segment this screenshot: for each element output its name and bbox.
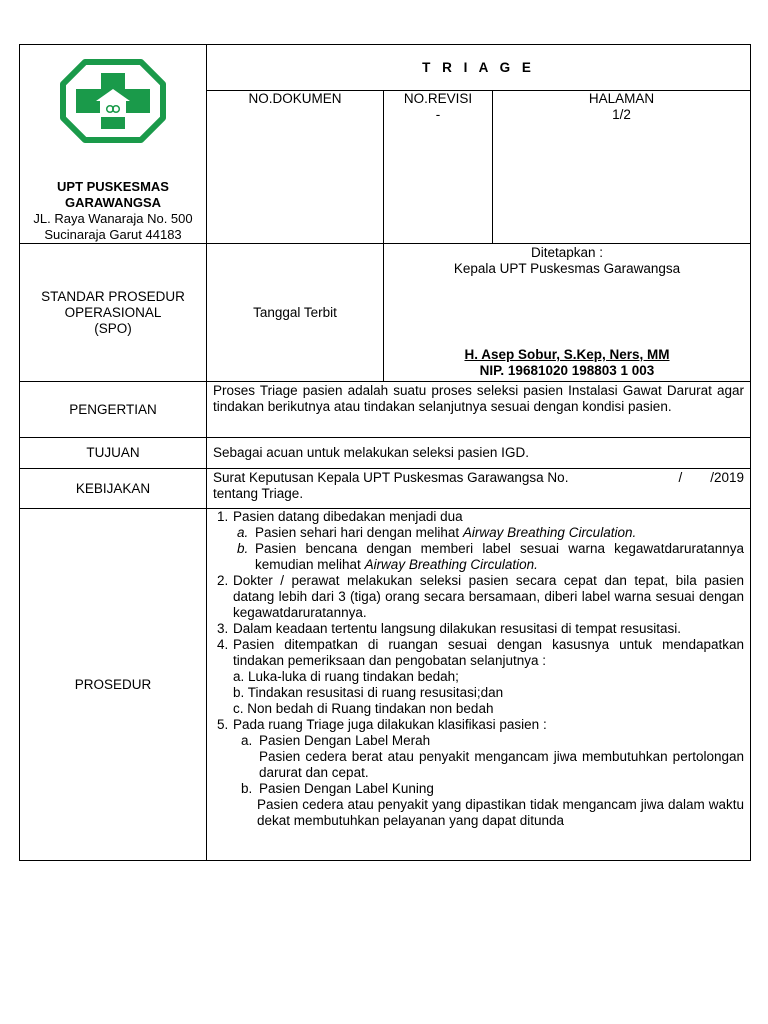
signer-name: H. Asep Sobur, S.Kep, Ners, MM bbox=[464, 347, 670, 362]
kepala-label: Kepala UPT Puskesmas Garawangsa bbox=[453, 261, 681, 276]
step-5 bbox=[217, 717, 744, 733]
signer-nip: NIP. 19681020 198803 1 003 bbox=[479, 363, 655, 378]
tujuan-label: TUJUAN bbox=[86, 445, 140, 460]
step-5a-desc: Pasien cedera berat atau penyakit mengancam jiwa membutuhkan pertolongan darurat dan cepat. bbox=[259, 749, 744, 780]
step-2 bbox=[217, 573, 744, 621]
step-4-num: 4. bbox=[217, 637, 229, 652]
pengertian-label: PENGERTIAN bbox=[69, 401, 157, 417]
prosedur-label-cell bbox=[20, 509, 207, 861]
logo-cell bbox=[20, 45, 207, 244]
kebijakan-line1b: / bbox=[678, 470, 683, 485]
kebijakan-line1a: Surat Keputusan Kepala UPT Puskesmas Garawangsa No. bbox=[213, 470, 569, 485]
step-2-num: 2. bbox=[217, 573, 229, 588]
step-5b-title: Pasien Dengan Label Kuning bbox=[259, 781, 434, 796]
kebijakan-label: KEBIJAKAN bbox=[75, 480, 151, 496]
step-1a-text: Pasien sehari hari dengan melihat bbox=[255, 525, 463, 540]
step-5-text: Pada ruang Triage juga dilakukan klasifikasi pasien : bbox=[233, 717, 547, 732]
halaman-cell bbox=[493, 91, 751, 244]
org-name-line1: UPT PUSKESMAS bbox=[57, 179, 169, 194]
step-1b-text: Pasien bencana dengan memberi label sesuai warna kegawatdaruratannya kemudian melihat bbox=[255, 541, 744, 572]
tanggal-terbit-cell bbox=[207, 244, 384, 382]
ditetapkan-label: Ditetapkan : bbox=[530, 245, 604, 260]
step-5a-letter: a. bbox=[241, 733, 253, 748]
no-dokumen-cell bbox=[207, 91, 384, 244]
tujuan-label-cell bbox=[20, 438, 207, 469]
prosedur-cell bbox=[207, 509, 751, 861]
step-1a-letter: a. bbox=[237, 525, 249, 540]
address-line1: JL. Raya Wanaraja No. 500 bbox=[33, 211, 193, 226]
spo-line1: STANDAR PROSEDUR bbox=[41, 288, 185, 304]
org-name-line2: GARAWANGSA bbox=[64, 195, 162, 210]
spo-line3: (SPO) bbox=[94, 320, 132, 336]
ditetapkan-cell bbox=[384, 244, 751, 382]
prosedur-label: PROSEDUR bbox=[74, 676, 152, 692]
step-5b bbox=[217, 781, 744, 797]
step-5a bbox=[217, 733, 744, 749]
address-line2: Sucinaraja Garut 44183 bbox=[44, 227, 182, 242]
kebijakan-line2: tentang Triage. bbox=[213, 486, 304, 501]
step-1b-italic: Airway Breathing Circulation. bbox=[364, 557, 538, 572]
no-dokumen-label: NO.DOKUMEN bbox=[248, 91, 342, 107]
step-1b-letter: b. bbox=[237, 541, 249, 556]
step-1a-italic: Airway Breathing Circulation. bbox=[462, 525, 637, 540]
no-revisi-value: - bbox=[435, 107, 441, 123]
kebijakan-cell bbox=[207, 469, 751, 509]
step-1-text: Pasien datang dibedakan menjadi dua bbox=[233, 509, 463, 524]
step-4-text: Pasien ditempatkan di ruangan sesuai dengan kasusnya untuk mendapatkan tindakan pemeriksaan dan pengobatan selanjutnya : bbox=[233, 637, 744, 668]
step-5b-desc: Pasien cedera atau penyakit yang dipastikan tidak mengancam jiwa dalam waktu dekat membutuhkan pelayanan yang dapat ditunda bbox=[257, 797, 744, 828]
signature-block bbox=[384, 347, 750, 379]
step-3-num: 3. bbox=[217, 621, 229, 636]
puskesmas-logo-icon bbox=[60, 59, 166, 143]
step-3 bbox=[217, 621, 744, 637]
spo-line2: OPERASIONAL bbox=[64, 304, 162, 320]
step-1-num: 1. bbox=[217, 509, 229, 524]
step-4a: a. Luka-luka di ruang tindakan bedah; bbox=[233, 669, 459, 684]
step-4 bbox=[217, 637, 744, 669]
no-revisi-label: NO.REVISI bbox=[403, 91, 473, 107]
step-2-text: Dokter / perawat melakukan seleksi pasien secara cepat dan tepat, bila pasien datang lebih dari 3 (tiga) orang secara bersamaan, diberi label warna sesuai dengan kegawatdaruratannya. bbox=[233, 573, 744, 620]
tanggal-terbit-label: Tanggal Terbit bbox=[253, 304, 337, 320]
step-5a-title: Pasien Dengan Label Merah bbox=[259, 733, 431, 748]
step-1a bbox=[217, 525, 744, 541]
step-3-text: Dalam keadaan tertentu langsung dilakukan resusitasi di tempat resusitasi. bbox=[233, 621, 681, 636]
step-5-num: 5. bbox=[217, 717, 229, 732]
spo-cell bbox=[20, 244, 207, 382]
halaman-value: 1/2 bbox=[612, 107, 631, 123]
tujuan-text: Sebagai acuan untuk melakukan seleksi pasien IGD. bbox=[207, 438, 751, 469]
no-revisi-cell bbox=[384, 91, 493, 244]
title-cell bbox=[207, 45, 751, 91]
kebijakan-line1c: /2019 bbox=[710, 470, 744, 485]
sop-document-table bbox=[19, 44, 751, 861]
document-title: T R I A G E bbox=[422, 59, 535, 75]
step-1 bbox=[217, 509, 744, 525]
step-5b-letter: b. bbox=[241, 781, 253, 796]
step-4b: b. Tindakan resusitasi di ruang resusitasi;dan bbox=[233, 685, 504, 700]
pengertian-text: Proses Triage pasien adalah suatu proses seleksi pasien Instalasi Gawat Darurat agar tindakan berikutnya atau tindakan selanjutnya sesuai dengan kondisi pasien. bbox=[207, 382, 751, 438]
pengertian-label-cell bbox=[20, 382, 207, 438]
step-4c: c. Non bedah di Ruang tindakan non bedah bbox=[233, 701, 494, 716]
halaman-label: HALAMAN bbox=[588, 91, 655, 107]
step-1b bbox=[217, 541, 744, 573]
kebijakan-label-cell bbox=[20, 469, 207, 509]
